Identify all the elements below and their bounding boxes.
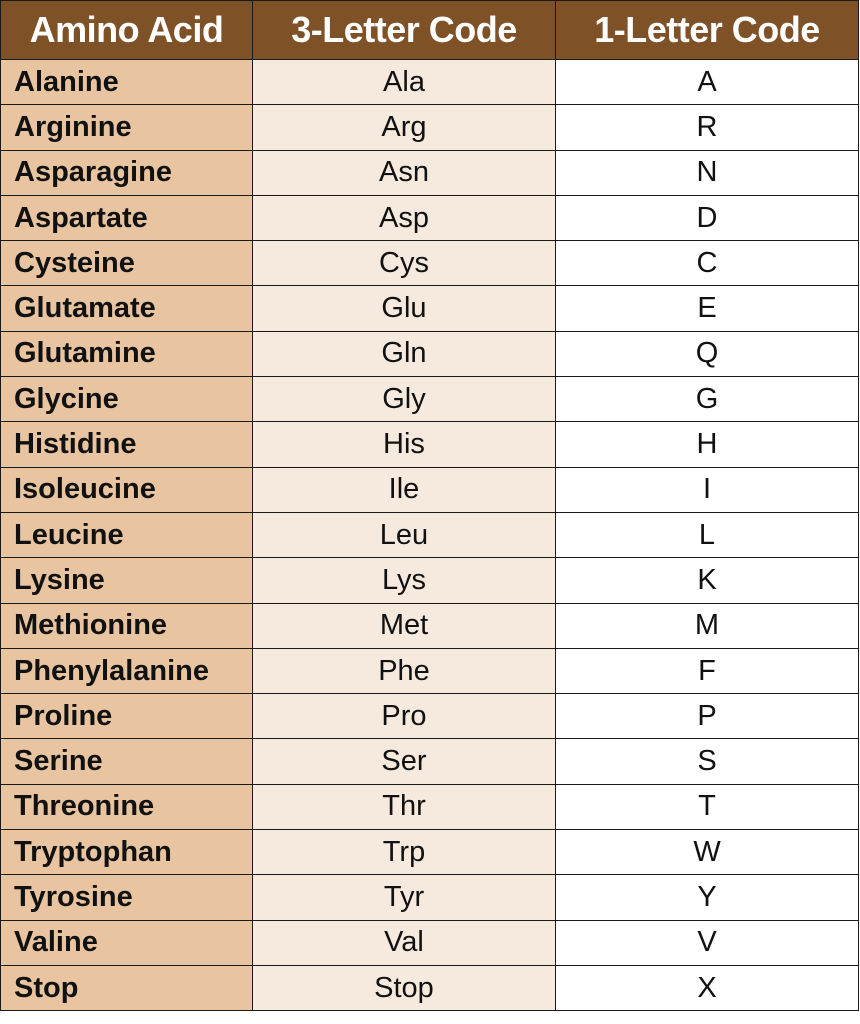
- header-one-letter-code: 1-Letter Code: [556, 1, 859, 60]
- table-row: [1, 241, 859, 286]
- table-row: [1, 920, 859, 965]
- amino-acid-name: Methionine: [1, 603, 253, 648]
- three-letter-code: Val: [253, 920, 556, 965]
- three-letter-code: Asp: [253, 195, 556, 240]
- amino-acid-name: Glycine: [1, 377, 253, 422]
- table-body: [1, 60, 859, 1011]
- amino-acid-name: Proline: [1, 694, 253, 739]
- one-letter-code: W: [556, 830, 859, 875]
- table-row: [1, 875, 859, 920]
- one-letter-code: R: [556, 105, 859, 150]
- amino-acid-name: Leucine: [1, 512, 253, 557]
- one-letter-code: X: [556, 965, 859, 1010]
- table-row: [1, 467, 859, 512]
- table-row: [1, 603, 859, 648]
- three-letter-code: Stop: [253, 965, 556, 1010]
- table-row: [1, 60, 859, 105]
- one-letter-code: D: [556, 195, 859, 240]
- three-letter-code: Thr: [253, 784, 556, 829]
- one-letter-code: P: [556, 694, 859, 739]
- three-letter-code: Ile: [253, 467, 556, 512]
- table-row: [1, 377, 859, 422]
- table-row: [1, 558, 859, 603]
- one-letter-code: A: [556, 60, 859, 105]
- one-letter-code: Q: [556, 331, 859, 376]
- table-row: [1, 694, 859, 739]
- one-letter-code: C: [556, 241, 859, 286]
- amino-acid-name: Stop: [1, 965, 253, 1010]
- table-header: [1, 1, 859, 60]
- amino-acid-name: Serine: [1, 739, 253, 784]
- three-letter-code: Glu: [253, 286, 556, 331]
- amino-acid-name: Valine: [1, 920, 253, 965]
- one-letter-code: I: [556, 467, 859, 512]
- three-letter-code: Arg: [253, 105, 556, 150]
- amino-acid-name: Threonine: [1, 784, 253, 829]
- one-letter-code: K: [556, 558, 859, 603]
- three-letter-code: Asn: [253, 150, 556, 195]
- header-amino-acid: Amino Acid: [1, 1, 253, 60]
- one-letter-code: L: [556, 512, 859, 557]
- table-row: [1, 286, 859, 331]
- amino-acid-name: Glutamine: [1, 331, 253, 376]
- three-letter-code: Ala: [253, 60, 556, 105]
- three-letter-code: His: [253, 422, 556, 467]
- amino-acid-name: Aspartate: [1, 195, 253, 240]
- amino-acid-name: Tryptophan: [1, 830, 253, 875]
- one-letter-code: N: [556, 150, 859, 195]
- amino-acid-name: Tyrosine: [1, 875, 253, 920]
- amino-acid-name: Glutamate: [1, 286, 253, 331]
- table-row: [1, 965, 859, 1010]
- header-three-letter-code: 3-Letter Code: [253, 1, 556, 60]
- one-letter-code: H: [556, 422, 859, 467]
- three-letter-code: Lys: [253, 558, 556, 603]
- three-letter-code: Pro: [253, 694, 556, 739]
- table-row: [1, 739, 859, 784]
- amino-acid-name: Isoleucine: [1, 467, 253, 512]
- table-row: [1, 512, 859, 557]
- one-letter-code: E: [556, 286, 859, 331]
- three-letter-code: Cys: [253, 241, 556, 286]
- one-letter-code: Y: [556, 875, 859, 920]
- three-letter-code: Gly: [253, 377, 556, 422]
- amino-acid-name: Phenylalanine: [1, 648, 253, 693]
- one-letter-code: T: [556, 784, 859, 829]
- one-letter-code: V: [556, 920, 859, 965]
- one-letter-code: M: [556, 603, 859, 648]
- amino-acid-name: Lysine: [1, 558, 253, 603]
- table-row: [1, 105, 859, 150]
- amino-acid-name: Alanine: [1, 60, 253, 105]
- three-letter-code: Tyr: [253, 875, 556, 920]
- table-row: [1, 150, 859, 195]
- three-letter-code: Ser: [253, 739, 556, 784]
- three-letter-code: Phe: [253, 648, 556, 693]
- table-row: [1, 830, 859, 875]
- three-letter-code: Leu: [253, 512, 556, 557]
- table-row: [1, 784, 859, 829]
- table-row: [1, 648, 859, 693]
- three-letter-code: Gln: [253, 331, 556, 376]
- amino-acid-name: Asparagine: [1, 150, 253, 195]
- one-letter-code: S: [556, 739, 859, 784]
- one-letter-code: G: [556, 377, 859, 422]
- table-row: [1, 331, 859, 376]
- header-row: [1, 1, 859, 60]
- one-letter-code: F: [556, 648, 859, 693]
- table-row: [1, 195, 859, 240]
- three-letter-code: Met: [253, 603, 556, 648]
- three-letter-code: Trp: [253, 830, 556, 875]
- amino-acid-name: Histidine: [1, 422, 253, 467]
- table-row: [1, 422, 859, 467]
- amino-acid-name: Cysteine: [1, 241, 253, 286]
- amino-acid-name: Arginine: [1, 105, 253, 150]
